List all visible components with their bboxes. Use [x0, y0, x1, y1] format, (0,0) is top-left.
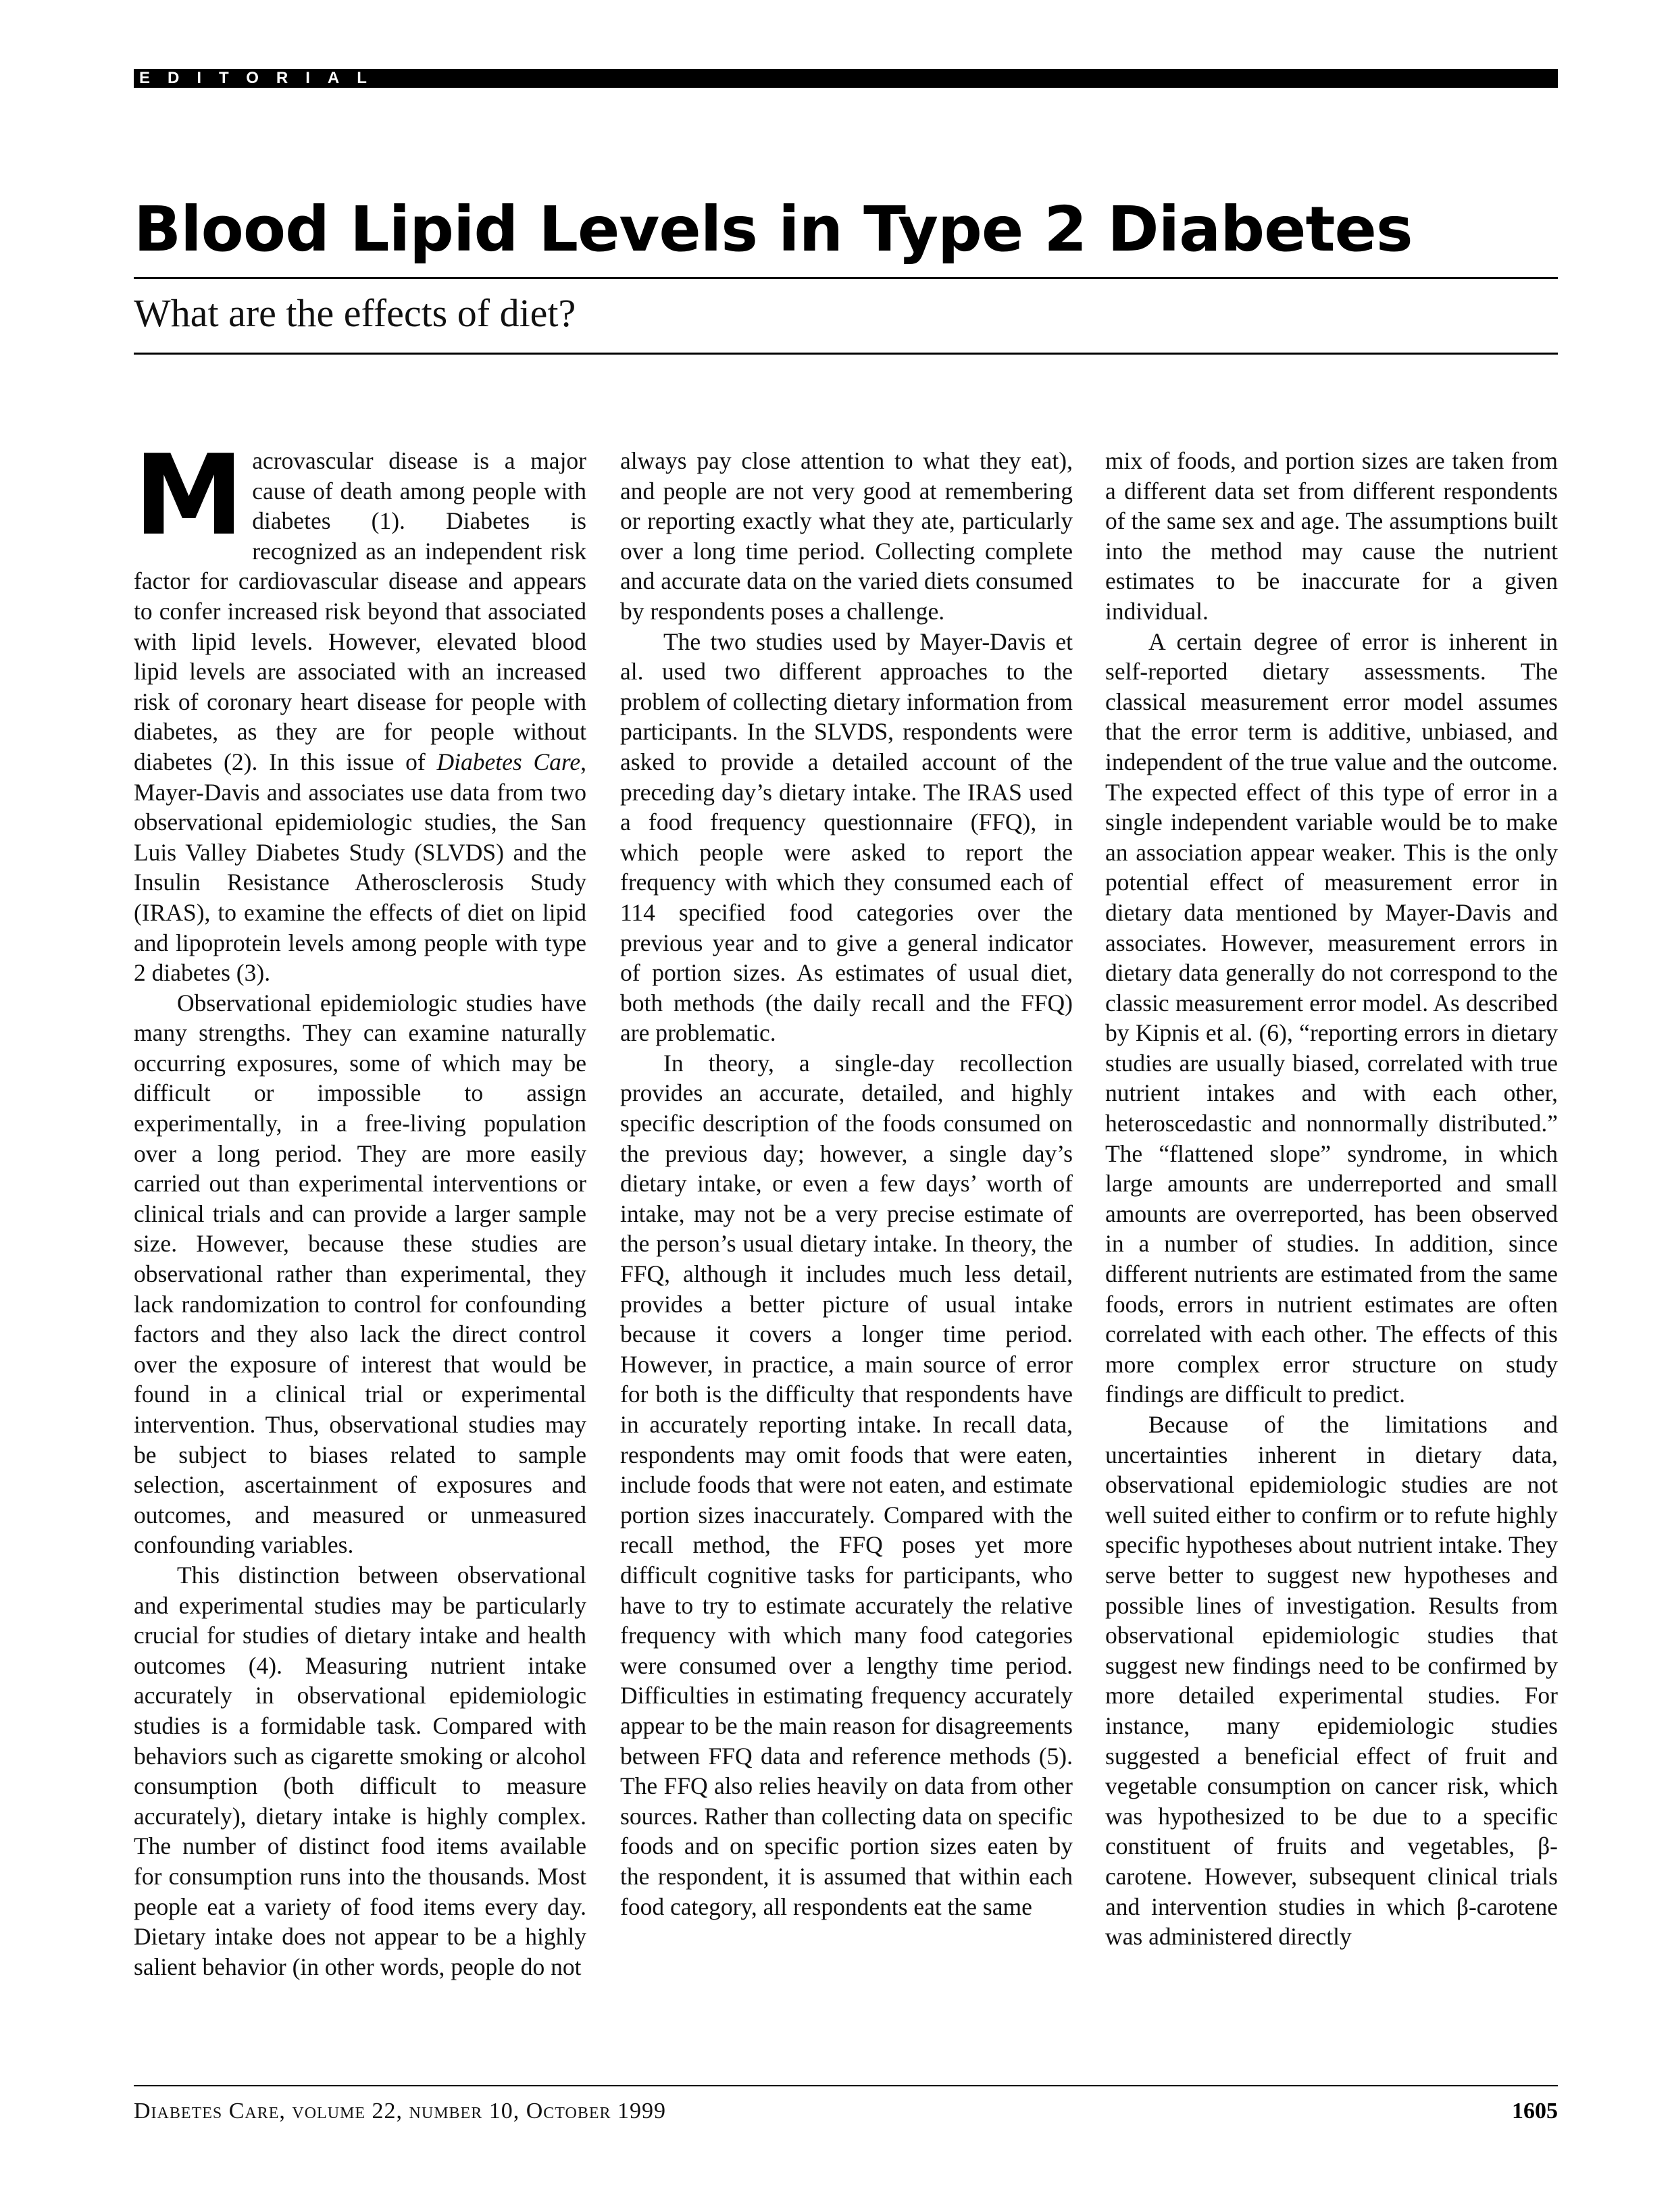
page-number: 1605 — [1512, 2099, 1558, 2124]
paragraph: A certain degree of error is inherent in self-reported dietary assessments. The classical measurement error model assumes that the error term is additive, unbiased, and independent of the true value and the outcome. The expected effect of this type of error in a single independent variable would be to make an association appear weaker. This is the only potential effect of measurement error in dietary data mentioned by Mayer-Davis and associates. However, measurement errors in dietary data generally do not correspond to the classic measurement error model. As described by Kipnis et al. (6), “reporting errors in dietary studies are usually biased, correlated with true nutrient intakes and with each other, heteroscedastic and nonnormally distributed.” The “flattened slope” syndrome, in which large amounts are underreported and small amounts are overreported, has been observed in a number of studies. In addition, since different nutrients are estimated from the same foods, errors in nutrient estimates are often correlated with each other. The effects of this more complex error structure on study findings are difficult to predict. — [1105, 627, 1558, 1408]
footer-rule — [134, 2085, 1558, 2086]
paragraph: This distinction between observational and experimental studies may be particularly crucial for studies of dietary intake and health outcomes (4). Measuring nutrient intake accurately in observational epidemiologic studies is a formidable task. Compared with behaviors such as cigarette smoking or alcohol consumption (both difficult to measure accurately), dietary intake is highly complex. The number of distinct food items available for consumption runs into the thousands. Most people eat a variety of food items every day. Dietary intake does not appear to be a highly salient behavior (in other words, people do not — [134, 1561, 586, 1980]
text-column-2 — [620, 446, 1073, 1922]
title-rule — [134, 277, 1558, 279]
journal-name: Diabetes Care — [436, 748, 581, 775]
journal-citation: Diabetes Care, volume 22, number 10, October 1999 — [134, 2099, 667, 2124]
section-banner — [134, 69, 1558, 88]
paragraph: mix of foods, and portion sizes are taken from a different data set from different respondents of the same sex and age. The assumptions built into the method may cause the nutrient estimates to be inaccurate for a given individual. — [1105, 447, 1558, 625]
drop-cap: M — [134, 431, 245, 560]
paragraph: always pay close attention to what they eat), and people are not very good at remembering or reporting exactly what they ate, particularly over a long time period. Collecting complete and accurate data on the varied diets consumed by respondents poses a challenge. — [620, 447, 1073, 625]
text-column-1 — [134, 431, 587, 1982]
paragraph: Because of the limitations and uncertainties inherent in dietary data, observational epidemiologic studies are not well suited either to confirm or to refute highly specific hypotheses about nutrient intake. They serve better to suggest new hypotheses and possible lines of investigation. Results from observational epidemiologic studies that suggest new findings need to be confirmed by more detailed experimental studies. For instance, many epidemiologic studies suggested a beneficial effect of fruit and vegetable consumption on cancer risk, which was hypothesized to be due to a specific constituent of fruits and vegetables, β-carotene. However, subsequent clinical trials and intervention studies in which β-carotene was administered directly — [1105, 1411, 1558, 1951]
article-subtitle: What are the effects of diet? — [134, 291, 576, 335]
paragraph: The two studies used by Mayer-Davis et al. used two different approaches to the problem of collecting dietary information from participants. In the SLVDS, respondents were asked to provide a detailed account of the preceding day’s dietary intake. The IRAS used a food frequency questionnaire (FFQ), in which people were asked to report the frequency with which they consumed each of 114 specified food categories over the previous year and to give a general indicator of portion sizes. As estimates of usual diet, both methods (the daily recall and the FFQ) are problematic. — [620, 627, 1073, 1047]
text-column-3 — [1105, 446, 1558, 1952]
paragraph — [134, 431, 587, 988]
paragraph-text: , Mayer-Davis and associates use data from two observational epidemiologic studies, the San Luis Valley Diabetes Study (SLVDS) and the Insulin Resistance Atherosclerosis Study (IRAS), to examine the effects of diet on lipid and lipoprotein levels among people with type 2 diabetes (3). — [134, 748, 587, 987]
section-label: EDITORIAL — [134, 69, 394, 88]
paragraph-text: acrovascular disease is a major cause of death among people with diabetes (1). Diabetes is recognized as an independent risk factor for cardiovascular disease and appears to confer increased risk beyond that associated with lipid levels. However, elevated blood lipid levels are associated with an increased risk of coronary heart disease for people with diabetes, as they are for people without diabetes (2). In this issue of — [134, 447, 586, 775]
paragraph: In theory, a single-day recollection provides an accurate, detailed, and highly specific description of the foods consumed on the previous day; however, a single day’s dietary intake, or even a few days’ worth of intake, may not be a very precise estimate of the person’s usual dietary intake. In theory, the FFQ, although it includes much less detail, provides a better picture of usual intake because it covers a longer time period. However, in practice, a main source of error for both is the difficulty that respondents have in accurately reporting intake. In recall data, respondents may omit foods that were eaten, include foods that were not eaten, and estimate portion sizes inaccurately. Compared with the recall method, the FFQ poses yet more difficult cognitive tasks for participants, who have to try to estimate accurately the relative frequency with which many food categories were consumed over a lengthy time period. Difficulties in estimating frequency accurately appear to be the main reason for disagreements between FFQ data and reference methods (5). The FFQ also relies heavily on data from other sources. Rather than collecting data on specific foods and on specific portion sizes eaten by the respondent, it is assumed that within each food category, all respondents eat the same — [620, 1049, 1073, 1920]
article-title: Blood Lipid Levels in Type 2 Diabetes — [134, 193, 1413, 265]
paragraph: Observational epidemiologic studies have many strengths. They can examine naturally occurring exposures, some of which may be difficult or impossible to assign experimentally, in a free-living population over a long period. They are more easily carried out than experimental interventions or clinical trials and can provide a larger sample size. However, because these studies are observational rather than experimental, they lack randomization to control for confounding factors and they also lack the direct control over the exposure of interest that would be found in a clinical trial or experimental intervention. Thus, observational studies may be subject to biases related to sample selection, ascertainment of exposures and outcomes, and measured or unmeasured confounding variables. — [134, 989, 586, 1559]
subtitle-rule — [134, 353, 1558, 355]
